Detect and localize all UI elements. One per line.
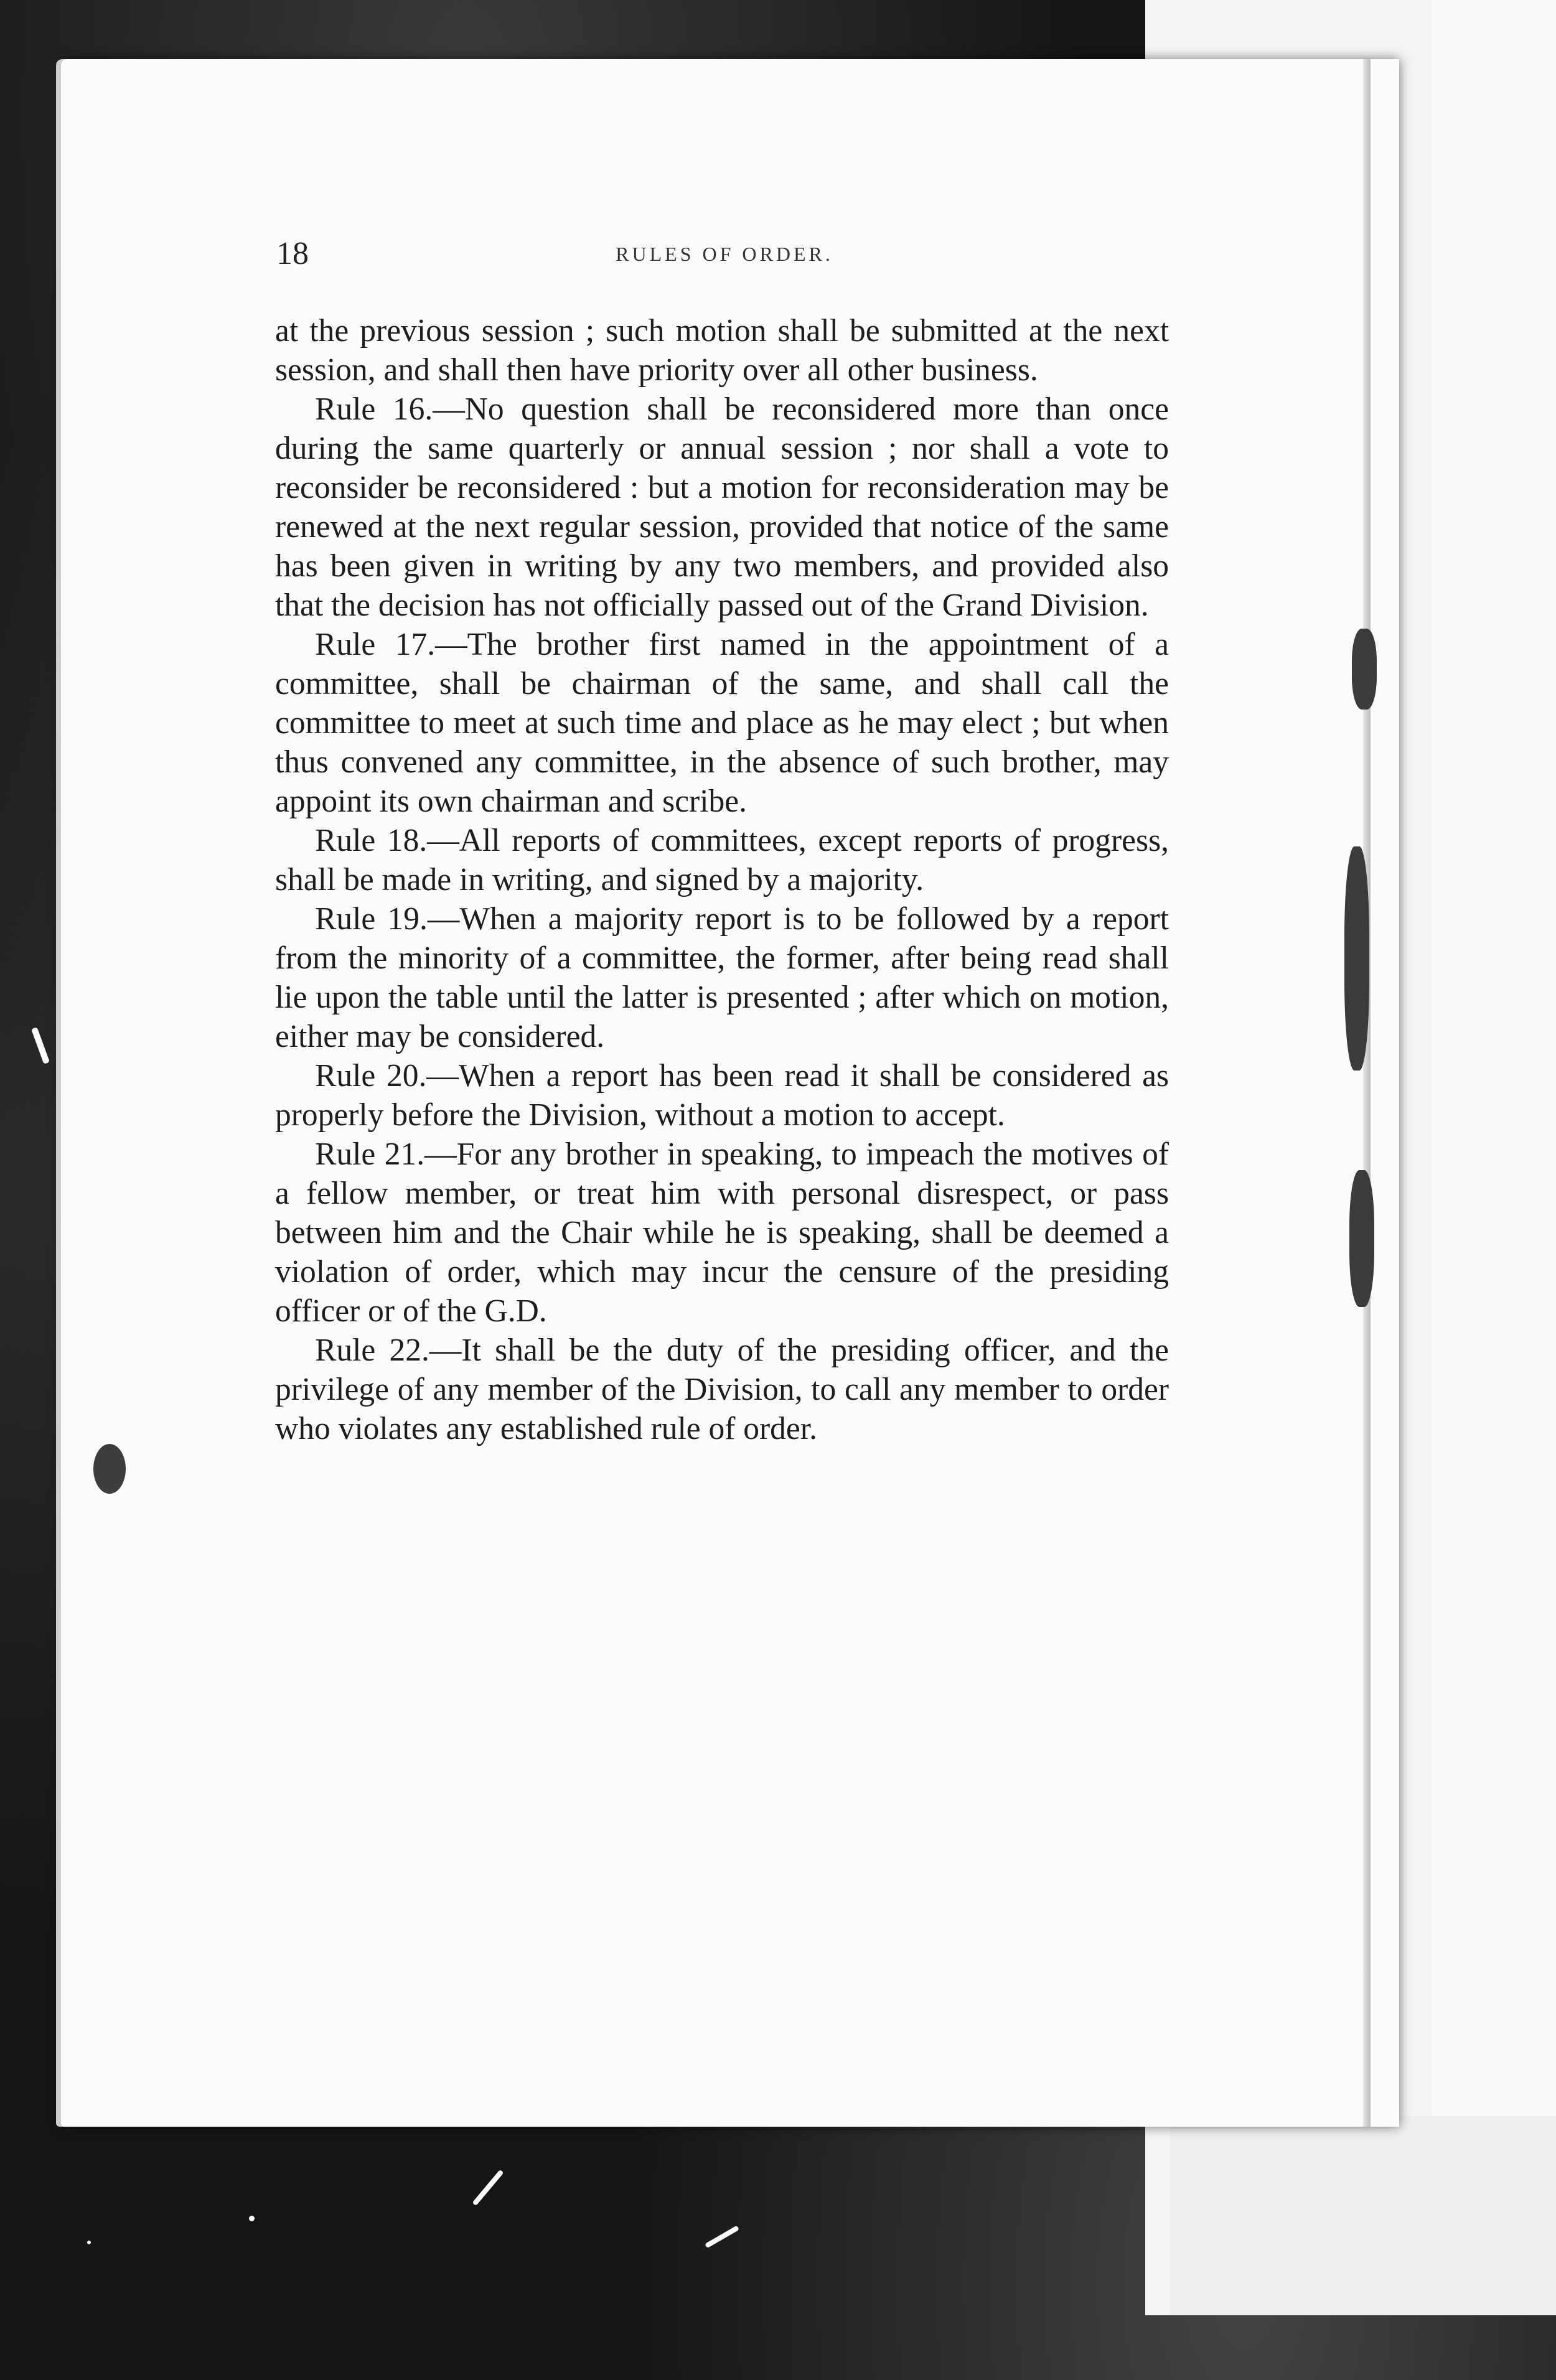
binding-tear-mark bbox=[1344, 846, 1369, 1071]
binding-tear-mark bbox=[1352, 629, 1377, 710]
paragraph-rule-17: Rule 17.—The brother first named in the appointment of a committee, shall be chairman of the same, and shall call the committee to meet at such time and place as he may elect ; but when thus convened any committee, in the absence of such brother, may appoint its own chairman and scribe. bbox=[275, 627, 1169, 819]
page-body bbox=[275, 311, 1169, 1448]
dust-speck bbox=[87, 2241, 91, 2244]
binding-tear-mark bbox=[1349, 1170, 1374, 1307]
paragraph-rule-19: Rule 19.—When a majority report is to be followed by a report from the minority of a committee, the former, after being read shall lie upon the table until the latter is presented ; after which on motion, either may be considered. bbox=[275, 901, 1169, 1054]
dust-speck bbox=[249, 2216, 255, 2221]
ink-blot bbox=[93, 1444, 126, 1494]
adjacent-page-edge bbox=[1432, 0, 1556, 2116]
paragraph-rule-20: Rule 20.—When a report has been read it shall be considered as properly before the Division, without a motion to accept. bbox=[275, 1058, 1169, 1133]
adjacent-page-lower bbox=[1170, 2116, 1556, 2315]
paragraph-continuation: at the previous session ; such motion shall be submitted at the next session, and shall then have priority over all other business. bbox=[275, 313, 1169, 388]
page-header bbox=[276, 235, 1173, 285]
page-number: 18 bbox=[276, 236, 309, 271]
paragraph-rule-21: Rule 21.—For any brother in speaking, to impeach the motives of a fellow member, or treat him with personal disrespect, or pass between him and the Chair while he is speaking, shall be deemed a violation of order, which may incur the censure of the presiding officer or of the G.D. bbox=[275, 1136, 1169, 1329]
page-fold-edge bbox=[1363, 59, 1371, 2127]
paragraph-rule-16: Rule 16.—No question shall be reconsidered more than once during the same quarterly or annual session ; nor shall a vote to reconsider be reconsidered : but a motion for reconsideration may be renewed at the next regular session, provided that notice of the same has been given in writing by any two members, and provided also that the decision has not officially passed out of the Grand Division. bbox=[275, 391, 1169, 623]
paragraph-rule-18: Rule 18.—All reports of committees, except reports of progress, shall be made in writing, and signed by a majority. bbox=[275, 823, 1169, 897]
running-head: RULES OF ORDER. bbox=[616, 243, 833, 265]
paragraph-rule-22: Rule 22.—It shall be the duty of the presiding officer, and the privilege of any member of the Division, to call any member to order who violates any established rule of order. bbox=[275, 1333, 1169, 1446]
